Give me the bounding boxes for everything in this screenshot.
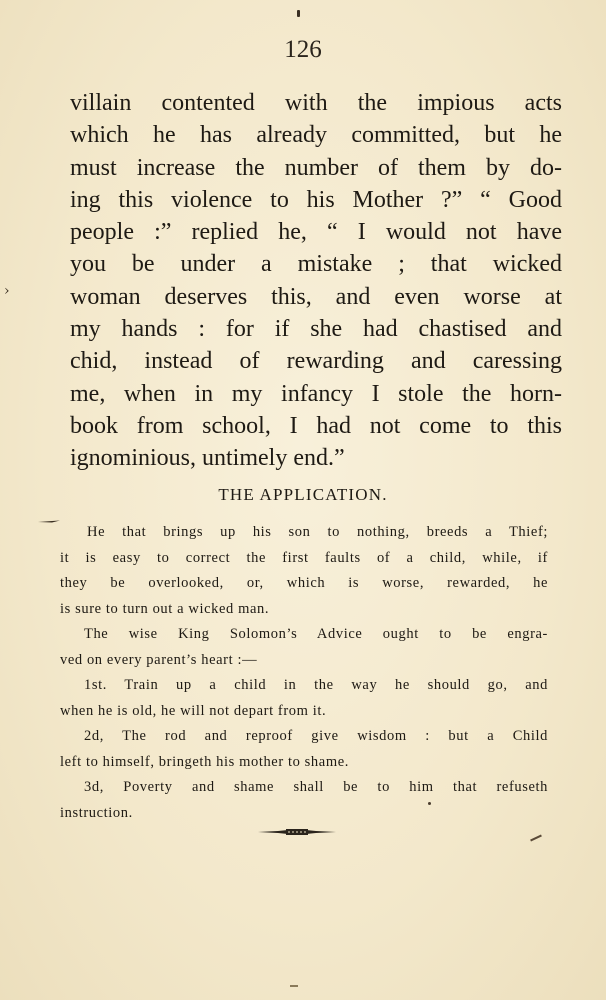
body-line: ignominious, untimely end.” bbox=[70, 445, 345, 472]
application-text bbox=[60, 520, 548, 826]
application-line: 3d, Poverty and shame shall be to him that refuseth bbox=[84, 779, 548, 795]
body-text bbox=[70, 87, 562, 475]
page-number: 126 bbox=[284, 36, 322, 63]
body-line: which he has already committed, but he bbox=[70, 122, 562, 149]
ornament-rule-icon bbox=[258, 828, 336, 836]
application-line: ved on every parent’s heart :— bbox=[60, 651, 258, 668]
body-line: me, when in my infancy I stole the horn- bbox=[70, 380, 562, 407]
body-line: my hands : for if she had chastised and bbox=[70, 316, 562, 343]
application-line: when he is old, he will not depart from it. bbox=[60, 702, 327, 719]
body-line: ing this violence to his Mother ?” “ Good bbox=[70, 186, 562, 213]
body-line: must increase the number of them by do- bbox=[70, 154, 562, 181]
body-line: people :” replied he, “ I would not have bbox=[70, 219, 562, 246]
body-line: chid, instead of rewarding and caressing bbox=[70, 348, 562, 375]
body-line: woman deserves this, and even worse at bbox=[70, 283, 562, 310]
application-line: 2d, The rod and reproof give wisdom : but a Child bbox=[84, 728, 548, 744]
pointing-hand-icon bbox=[38, 519, 60, 524]
application-line: The wise King Solomon’s Advice ought to be engra- bbox=[84, 626, 548, 642]
section-heading: THE APPLICATION. bbox=[218, 485, 388, 504]
body-line: villain contented with the impious acts bbox=[70, 90, 562, 116]
ink-stroke bbox=[290, 985, 298, 987]
application-line: 1st. Train up a child in the way he should go, and bbox=[84, 677, 548, 693]
application-line: is sure to turn out a wicked man. bbox=[60, 600, 270, 617]
ink-stroke bbox=[530, 835, 542, 842]
ink-speck bbox=[297, 10, 300, 17]
application-line: they be overlooked, or, which is worse, rewarded, he bbox=[60, 575, 548, 591]
body-line: book from school, I had not come to this bbox=[70, 412, 562, 439]
application-line: it is easy to correct the first faults of a child, while, if bbox=[60, 549, 548, 566]
application-line: left to himself, bringeth his mother to shame. bbox=[60, 753, 349, 770]
ink-dot bbox=[428, 802, 431, 805]
margin-mark-icon: › bbox=[4, 283, 10, 299]
application-line: He that brings up his son to nothing, breeds a Thief; bbox=[87, 524, 548, 540]
application-line: instruction. bbox=[60, 804, 133, 821]
body-line: you be under a mistake ; that wicked bbox=[70, 251, 562, 278]
